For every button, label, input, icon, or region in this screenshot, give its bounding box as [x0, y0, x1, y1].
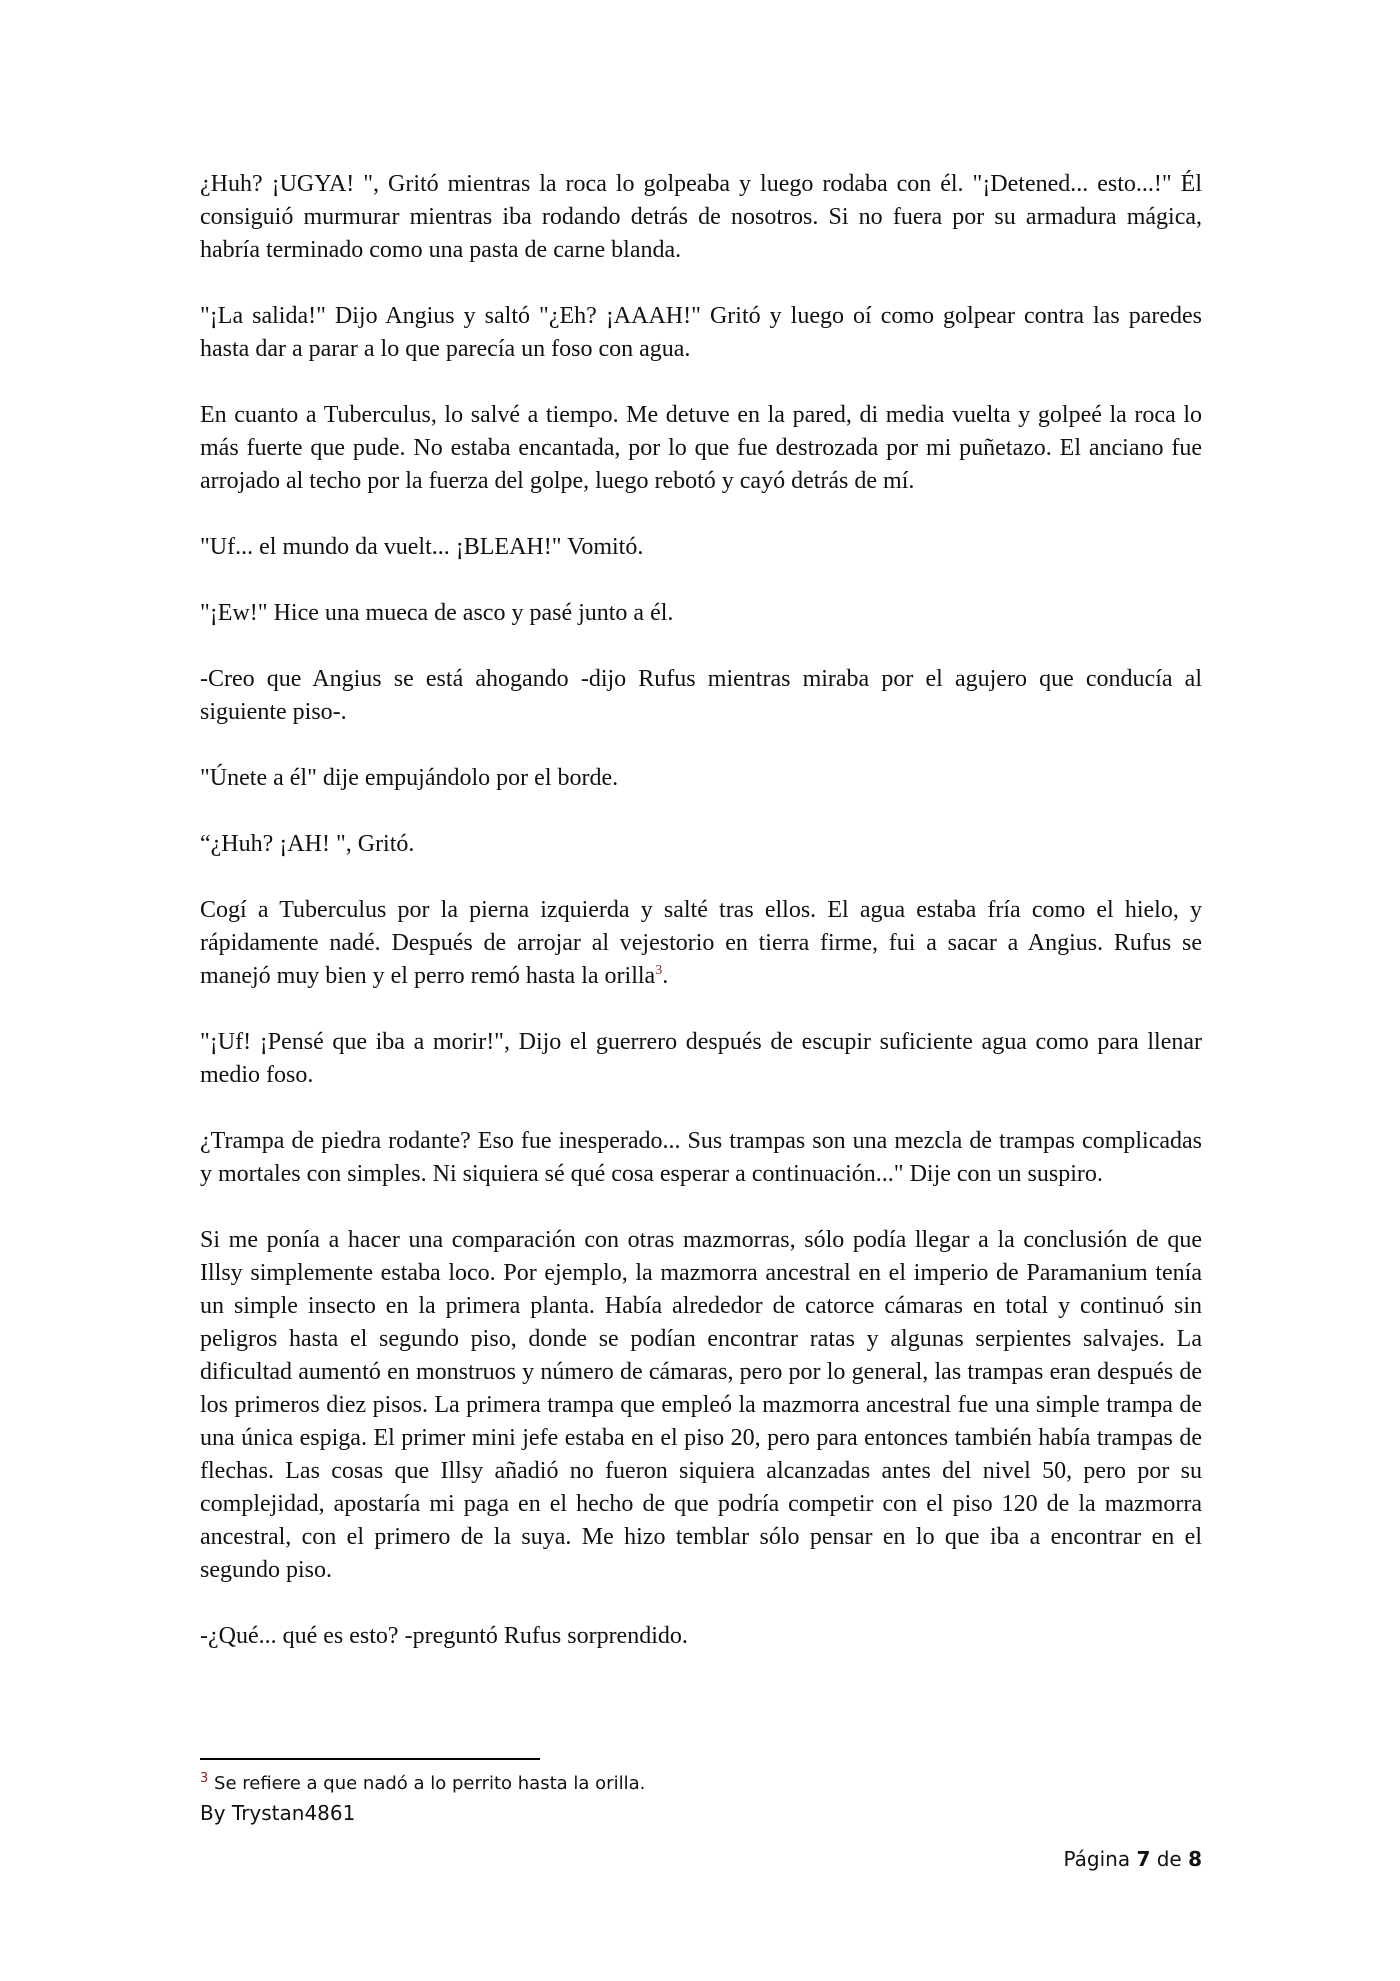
page-separator: de	[1156, 1847, 1182, 1871]
footnote-reference[interactable]: 3	[655, 963, 663, 978]
page-label: Página	[1063, 1847, 1131, 1871]
paragraph: "¡La salida!" Dijo Angius y saltó "¿Eh? ¡AAAH!" Gritó y luego oí como golpear contra las paredes hasta dar a parar a lo que parecía un foso con agua.	[200, 303, 1202, 362]
paragraph: En cuanto a Tuberculus, lo salvé a tiempo. Me detuve en la pared, di media vuelta y golpeé la roca lo más fuerte que pude. No estaba encantada, por lo que fue destrozada por mi puñetazo. El anciano fue arrojado al techo por la fuerza del golpe, luego rebotó y cayó detrás de mí.	[200, 402, 1202, 494]
paragraph-period: .	[662, 963, 669, 989]
paragraph: -Creo que Angius se está ahogando -dijo Rufus mientras miraba por el agujero que conducía al siguiente piso-.	[200, 666, 1202, 725]
paragraph: “¿Huh? ¡AH! ", Gritó.	[200, 831, 415, 857]
author-credit: By Trystan4861	[200, 1801, 356, 1825]
paragraph: ¿Trampa de piedra rodante? Eso fue inesperado... Sus trampas son una mezcla de trampas complicadas y mortales con simples. Ni siquiera sé qué cosa esperar a continuación..." Dije con un suspiro.	[200, 1128, 1202, 1187]
total-pages: 8	[1188, 1847, 1202, 1871]
paragraph: "Uf... el mundo da vuelt... ¡BLEAH!" Vomitó.	[200, 534, 644, 560]
footnote-number: 3	[200, 1771, 209, 1786]
current-page: 7	[1136, 1847, 1151, 1871]
footnote	[200, 1772, 645, 1796]
paragraph-text: Cogí a Tuberculus por la pierna izquierda y salté tras ellos. El agua estaba fría como el hielo, y rápidamente nadé. Después de arrojar al vejestorio en tierra firme, fui a sacar a Angius. Rufus se manejó muy bien y el perro remó hasta la orilla	[200, 897, 1202, 989]
paragraph: -¿Qué... qué es esto? -preguntó Rufus sorprendido.	[200, 1623, 688, 1649]
document-body	[200, 168, 1202, 1686]
footnote-separator	[200, 1758, 540, 1760]
footnote-text: Se refiere a que nadó a lo perrito hasta la orilla.	[214, 1773, 646, 1794]
paragraph-with-footnote	[200, 894, 1202, 993]
paragraph: ¿Huh? ¡UGYA! ", Gritó mientras la roca lo golpeaba y luego rodaba con él. "¡Detened... esto...!" Él consiguió murmurar mientras iba rodando detrás de nosotros. Si no fuera por su armadura mágica, habría terminado como una pasta de carne blanda.	[200, 171, 1202, 263]
paragraph: "Únete a él" dije empujándolo por el borde.	[200, 765, 619, 791]
paragraph: "¡Uf! ¡Pensé que iba a morir!", Dijo el guerrero después de escupir suficiente agua como para llenar medio foso.	[200, 1029, 1202, 1088]
paragraph: Si me ponía a hacer una comparación con otras mazmorras, sólo podía llegar a la conclusión de que Illsy simplemente estaba loco. Por ejemplo, la mazmorra ancestral en el imperio de Paramanium tenía un simple insecto en la primera planta. Había alrededor de catorce cámaras en total y continuó sin peligros hasta el segundo piso, donde se podían encontrar ratas y algunas serpientes salvajes. La dificultad aumentó en monstruos y número de cámaras, pero por lo general, las trampas eran después de los primeros diez pisos. La primera trampa que empleó la mazmorra ancestral fue una simple trampa de una única espiga. El primer mini jefe estaba en el piso 20, pero para entonces también había trampas de flechas. Las cosas que Illsy añadió no fueron siquiera alcanzadas antes del nivel 50, pero por su complejidad, apostaría mi paga en el hecho de que podría competir con el piso 120 de la mazmorra ancestral, con el primero de la suya. Me hizo temblar sólo pensar en lo que iba a encontrar en el segundo piso.	[200, 1227, 1202, 1583]
paragraph: "¡Ew!" Hice una mueca de asco y pasé junto a él.	[200, 600, 674, 626]
page-number	[1063, 1846, 1202, 1872]
